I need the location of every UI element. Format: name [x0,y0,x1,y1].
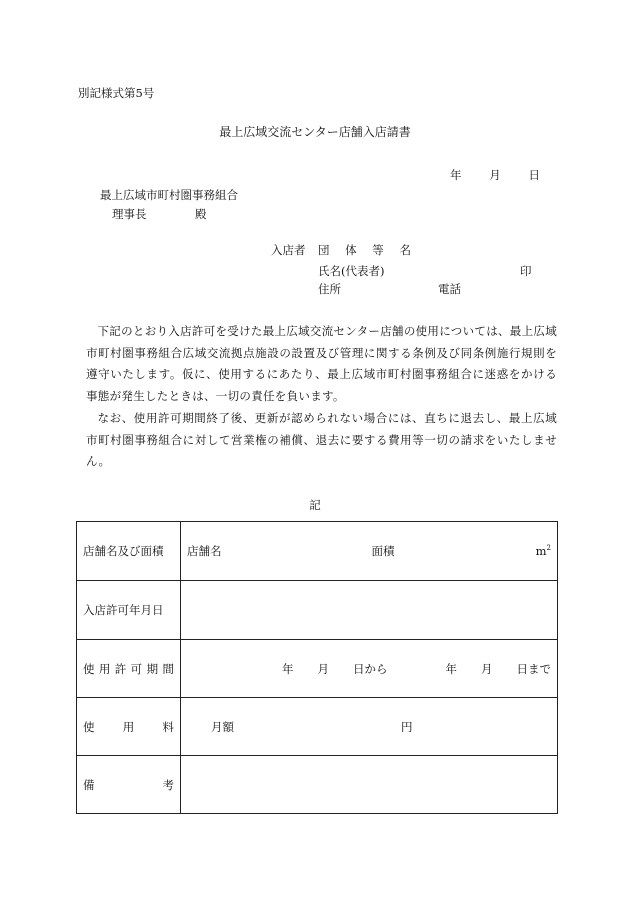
row-header-store-text: 店舗名及び面積 [83,544,164,558]
document-title: 最上広域交流センター店舗入店請書 [219,125,411,139]
period-char-5: 期 [146,661,159,676]
applicant-label: 入店者 [271,243,306,257]
period-cell[interactable] [181,640,558,698]
addressee-position: 理事長 [112,207,147,221]
area-unit: $m^2$ [535,544,551,558]
row-header-fee [77,698,181,756]
addressee-organization: 最上広域市町村圏事務組合 [100,188,238,202]
period-to-month: 月 [481,661,493,676]
paragraph-compliance: 下記のとおり入店許可を受けた最上広域交流センター店舗の使用については、最上広域市町村圏事務組合広域交流拠点施設の設置及び管理に関する条例及び同条例施行規則を遵守いたします。仮に、使用するにあたり、最上広域市町村圏事務組合に迷惑をかける事態が発生したときは、一切の責任を負います。 [86,324,558,404]
fee-char-1: 使 [83,719,95,734]
paragraph-vacate: なお、使用許可期間終了後、更新が認められない場合には、直ちに退去し、最上広域市町村圏事務組合に対して営業権の補償、退去に要する費用等一切の請求をいたしません。 [86,410,557,469]
addressee-honorific: 殿 [195,207,207,221]
row-header-remarks-text [83,777,174,793]
applicant-address: 住所 [318,282,341,296]
table-row-fee [77,698,558,756]
date-day: 日 [528,168,540,182]
period-char-1: 使 [83,661,95,676]
table-row-period [77,640,558,698]
detail-table [76,521,558,814]
table-row-store [77,522,558,581]
remarks-cell[interactable] [181,756,558,814]
fee-cell[interactable] [181,698,558,756]
remarks-char-2: 考 [162,777,174,792]
yen-label: 円 [401,719,413,734]
period-to-year: 年 [445,661,457,676]
row-header-remarks [77,756,181,814]
row-header-period-text [83,661,174,677]
row-header-fee-text [83,719,174,735]
period-char-4: 可 [130,661,143,676]
row-header-period [77,640,181,698]
form-number: 別記様式第5号 [78,86,155,100]
area-label: 面積 [371,544,395,558]
fee-char-2: 用 [122,719,135,734]
seal-mark: 印 [520,264,532,278]
table-row-remarks [77,756,558,814]
period-char-2: 用 [98,661,111,676]
applicant-phone: 電話 [438,282,461,296]
period-from-year: 年 [282,661,294,676]
period-char-6: 間 [162,661,174,676]
area-unit-sup: 2 [546,544,551,553]
store-cell[interactable] [181,522,558,581]
fee-char-3: 料 [162,719,174,734]
table-row-permit-date [77,581,558,640]
ki-heading: 記 [309,498,321,512]
permit-date-cell[interactable] [181,581,558,640]
row-header-store [77,522,181,581]
row-header-permit-date [77,581,181,640]
date-month: 月 [489,168,501,182]
period-from-day: 日から [353,661,388,676]
date-line [450,168,540,183]
store-name-label: 店舗名 [187,544,222,558]
row-header-permit-date-text: 入店許可年月日 [83,603,164,617]
period-to-day: 日まで [516,661,551,676]
applicant-representative: 氏名(代表者) [318,264,385,278]
period-from-month: 月 [317,661,329,676]
period-char-3: 許 [114,661,127,676]
remarks-char-1: 備 [83,777,95,792]
monthly-label: 月額 [211,719,234,734]
body-text [86,321,557,473]
applicant-group-name: 団 体 等 名 [318,243,417,257]
date-year: 年 [450,168,462,182]
